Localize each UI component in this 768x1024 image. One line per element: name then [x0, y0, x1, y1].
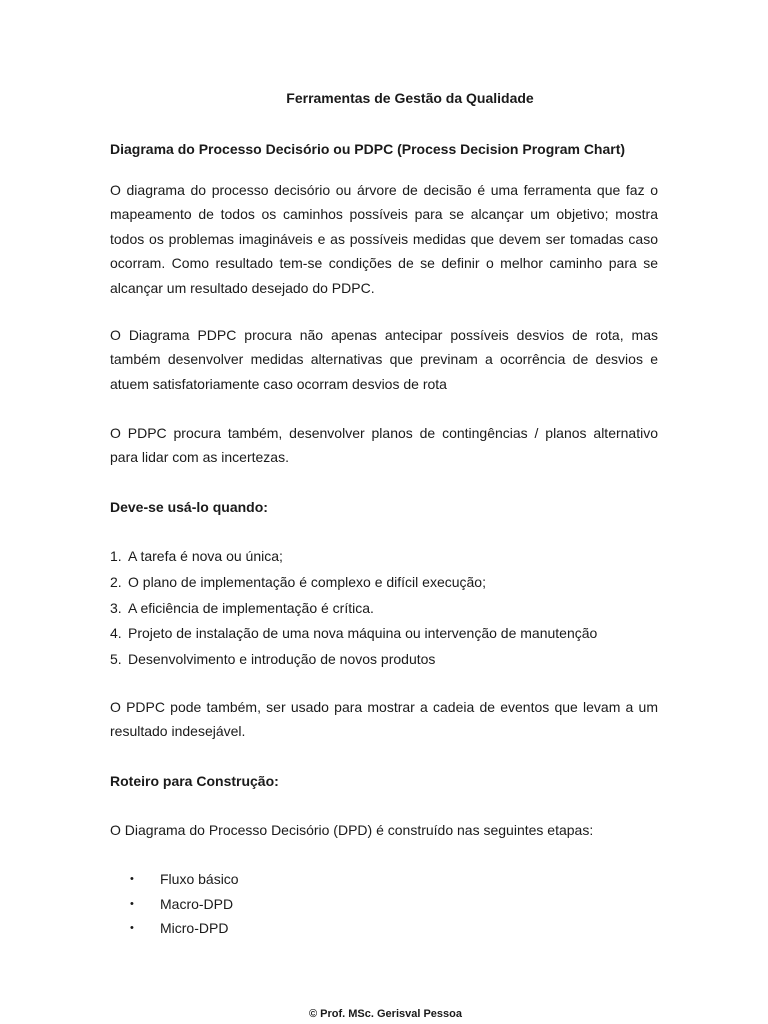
section-heading-pdpc: Diagrama do Processo Decisório ou PDPC (Process Decision Program Chart) [110, 141, 626, 157]
list-item [110, 570, 597, 596]
list-item [110, 596, 597, 622]
list-item [130, 916, 239, 941]
list-item-text: O plano de implementação é complexo e difícil execução; [128, 573, 486, 590]
list-item [130, 892, 239, 917]
list-item-text: A eficiência de implementação é crítica. [128, 599, 374, 616]
list-item [110, 621, 597, 647]
list-item [130, 867, 239, 892]
list-number: 3. [110, 599, 122, 616]
section-heading-when: Deve-se usá-lo quando: [110, 499, 268, 515]
list-item-text: Projeto de instalação de uma nova máquina ou intervenção de manutenção [128, 625, 598, 642]
when-to-use-list [110, 544, 597, 673]
section-heading-roadmap: Roteiro para Construção: [110, 773, 279, 789]
list-item-text: A tarefa é nova ou única; [128, 548, 283, 564]
paragraph-deviations: O Diagrama PDPC procura não apenas antecipar possíveis desvios de rota, mas também desenvolver medidas alternativas que previnam a ocorrência de desvios e atuem satisfatoriamente caso ocorram desvios de rota [110, 327, 658, 392]
list-item [110, 544, 597, 570]
list-item-text: Desenvolvimento e introdução de novos produtos [128, 651, 436, 668]
list-item-text: Fluxo básico [160, 871, 239, 887]
list-number: 4. [110, 625, 122, 642]
paragraph-contingency: O PDPC procura também, desenvolver planos de contingências / planos alternativo para lidar com as incertezas. [110, 425, 658, 466]
list-item-text: Micro-DPD [160, 920, 229, 936]
paragraph-steps-intro: O Diagrama do Processo Decisório (DPD) é construído nas seguintes etapas: [110, 822, 594, 838]
list-item [110, 647, 597, 673]
bullet-icon: • [130, 897, 134, 910]
list-number: 2. [110, 573, 122, 590]
paragraph-definition: O diagrama do processo decisório ou árvore de decisão é uma ferramenta que faz o mapeamento de todos os caminhos possíveis para se alcançar um objetivo; mostra todos os problemas imagináveis e as possíveis medidas que devem ser tomadas caso ocorram. Como resultado tem-se condições de se definir o melhor caminho para se alcançar um resultado desejado do PDPC. [110, 182, 658, 296]
bullet-icon: • [130, 922, 134, 934]
list-number: 5. [110, 651, 122, 668]
paragraph-event-chain: O PDPC pode também, ser usado para mostrar a cadeia de eventos que levam a um resultado indesejável. [110, 699, 658, 740]
page-footer: © Prof. MSc. Gerisval Pessoa [308, 1008, 462, 1020]
steps-bullet-list [130, 867, 239, 941]
document-title: Ferramentas de Gestão da Qualidade [286, 90, 534, 106]
list-item-text: Macro-DPD [160, 895, 234, 912]
list-number: 1. [110, 548, 122, 564]
bullet-icon: • [130, 873, 134, 885]
